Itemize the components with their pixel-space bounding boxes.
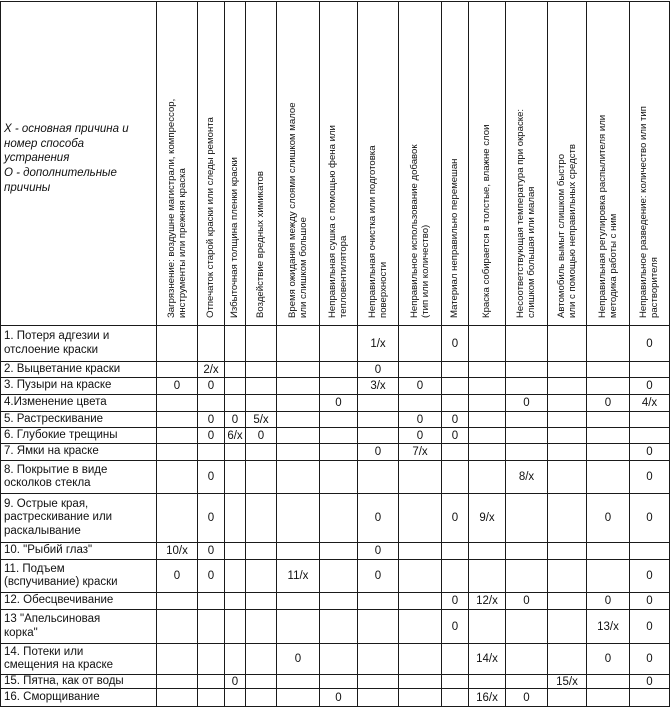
- row-label-line: (вспучивание) краски: [4, 576, 118, 588]
- row-label-line: 2. Выцветание краски: [4, 362, 121, 375]
- table-cell: 9/x: [479, 512, 495, 524]
- row-label-line: 3. Пузыри на краске: [4, 379, 112, 392]
- grid-line-vertical: [547, 1, 548, 707]
- table-cell: 14/x: [476, 653, 498, 665]
- table-cell: 0: [646, 595, 653, 607]
- table-cell: 0: [523, 691, 530, 704]
- grid-line-vertical: [245, 1, 246, 707]
- legend-line: О - дополнительные: [4, 167, 117, 180]
- table-cell: 0: [374, 570, 382, 582]
- grid-line-vertical: [224, 1, 225, 707]
- column-header: Материал неправильно перемешан: [449, 158, 460, 318]
- table-cell: 12/x: [476, 595, 498, 607]
- table-cell: 0: [646, 675, 653, 688]
- column-header: Время ожидания между слоями слишком малое: [286, 102, 298, 318]
- row-label-line: 4.Изменение цвета: [4, 396, 107, 409]
- table-cell: 0: [335, 691, 342, 704]
- table-cell: 4/x: [641, 397, 658, 409]
- grid-line-vertical: [398, 1, 399, 707]
- table-cell: 0: [294, 653, 302, 665]
- table-cell: 0: [451, 595, 459, 607]
- column-header: или слишком большое: [297, 217, 309, 318]
- row-label: [4, 444, 154, 460]
- grid-line-vertical: [197, 1, 198, 707]
- row-label: [4, 428, 154, 443]
- row-label: [4, 689, 154, 706]
- table-cell: 0: [173, 380, 181, 392]
- table-cell: 7/x: [412, 446, 428, 458]
- row-label: [4, 543, 154, 559]
- row-label: [4, 395, 154, 411]
- table-cell: 0: [207, 471, 215, 483]
- table-cell: 0: [335, 397, 342, 409]
- row-label-line: раскалывание: [4, 524, 81, 537]
- table-cell: 8/x: [518, 471, 535, 483]
- row-label: [4, 644, 154, 674]
- table-cell: 11/x: [287, 570, 309, 582]
- row-label-line: 11. Подъем: [4, 562, 65, 575]
- column-header: поверхности: [377, 261, 389, 318]
- grid-line-vertical: [276, 1, 277, 707]
- column-header: Неправильная очистка или подготовка: [366, 145, 378, 318]
- table-cell: 13/x: [597, 620, 619, 633]
- row-label-line: корка": [4, 626, 38, 639]
- table-cell: 1/x: [370, 337, 386, 350]
- column-header: слишком большая или малая: [526, 186, 537, 318]
- table-cell: 0: [451, 429, 459, 442]
- table-cell: 0: [646, 620, 653, 633]
- row-label-line: 15. Пятна, как от воды: [4, 674, 124, 687]
- column-header: Автомобиль вымыт слишком быстро: [555, 153, 567, 318]
- grid-line-horizontal: [0, 1, 670, 2]
- table-cell: 0: [646, 512, 653, 524]
- table-cell: 0: [646, 570, 653, 582]
- legend-line: номер способа: [4, 137, 85, 150]
- row-label-line: осколков стекла: [4, 477, 91, 489]
- row-label-line: 10. "Рыбий глаз": [4, 544, 93, 557]
- column-header: Неправильное разведение: количество или тип: [638, 106, 649, 318]
- table-cell: 0: [451, 620, 459, 633]
- table-cell: 0: [604, 512, 612, 524]
- column-header: Неправильное использование добавок: [408, 144, 420, 318]
- table-cell: 6/x: [227, 429, 243, 442]
- column-header: Отпечаток старой краски или следы ремонта: [205, 117, 216, 318]
- row-label-line: 7. Ямки на краске: [4, 445, 99, 458]
- row-label-line: 14. Потеки или: [4, 645, 84, 658]
- table-cell: 0: [416, 429, 424, 442]
- table-cell: 0: [374, 363, 382, 376]
- column-header: Загрязнение: воздушне магистрали, компрессор,: [165, 98, 177, 318]
- row-label-line: растрескивание или: [4, 511, 113, 524]
- table-cell: 10/x: [166, 545, 188, 557]
- column-header: Неправильная сушка с помощью фена или: [327, 125, 338, 318]
- row-label-line: 5. Растрескивание: [4, 412, 104, 425]
- table-cell: 0: [451, 512, 459, 524]
- row-label: [4, 675, 154, 688]
- row-label-line: 16. Сморщивание: [4, 690, 100, 703]
- table-cell: 16/x: [476, 691, 498, 704]
- column-header: Неправильная регулировка распылителя или: [596, 114, 608, 318]
- table-cell: 0: [523, 397, 530, 409]
- column-header: растворителя: [649, 257, 660, 318]
- row-label-line: смещения на краске: [4, 659, 114, 671]
- table-cell: 0: [416, 380, 424, 392]
- row-label: [4, 494, 154, 542]
- table-cell: 0: [207, 429, 215, 442]
- row-label-line: 13 "Апельсиновая: [4, 613, 101, 625]
- row-label: [4, 560, 154, 592]
- row-label: [4, 593, 154, 609]
- table-cell: 0: [604, 653, 612, 665]
- table-cell: 0: [646, 471, 653, 483]
- row-label-line: 12. Обесцвечивание: [4, 594, 114, 607]
- column-header: методика работы с ним: [607, 213, 619, 318]
- column-header: или с помощью неправильных средств: [566, 143, 578, 318]
- grid-line-vertical: [319, 1, 320, 707]
- row-label-line: 9. Острые края,: [4, 497, 89, 510]
- table-cell: 0: [207, 570, 215, 582]
- row-label-line: 6. Глубокие трещины: [4, 428, 118, 441]
- grid-line-vertical: [156, 1, 157, 707]
- column-header: инструменты или прежняя краска: [176, 168, 188, 318]
- row-label: [4, 610, 154, 643]
- table-cell: 0: [646, 446, 653, 458]
- table-cell: 0: [374, 446, 382, 458]
- table-cell: 0: [257, 429, 265, 442]
- table-cell: 0: [374, 512, 382, 524]
- column-header: (тип или количество): [419, 224, 431, 318]
- row-label: [4, 326, 154, 361]
- legend-line: причины: [4, 181, 51, 194]
- table-cell: 0: [604, 595, 612, 607]
- table-cell: 0: [374, 545, 382, 557]
- row-label-line: 8. Покрытие в виде: [4, 463, 108, 476]
- table-cell: 0: [207, 413, 215, 426]
- table-cell: 0: [231, 675, 239, 688]
- table-cell: 0: [604, 397, 612, 409]
- column-header: тепловентилятора: [338, 235, 349, 318]
- row-label-line: отслоение краски: [4, 343, 99, 356]
- column-header: Избыточная толщина пленки краски: [229, 157, 240, 318]
- table-cell: 0: [523, 595, 530, 607]
- table-cell: 0: [646, 337, 653, 350]
- table-cell: 0: [207, 380, 215, 392]
- table-cell: 0: [646, 380, 653, 392]
- table-cell: 0: [207, 512, 215, 524]
- row-label: [4, 461, 154, 493]
- table-cell: 3/x: [370, 380, 386, 392]
- legend: [4, 122, 152, 196]
- column-header: Воздействие вредных химикатов: [255, 171, 266, 318]
- table-cell: 5/x: [253, 413, 269, 426]
- grid-line-vertical: [0, 1, 1, 707]
- row-label: [4, 378, 154, 394]
- table-cell: 0: [231, 413, 239, 426]
- table-cell: 2/x: [203, 363, 219, 376]
- row-label: [4, 412, 154, 427]
- row-label: [4, 362, 154, 377]
- column-header: Несоответствующая температура при окраске:: [515, 108, 526, 318]
- table-cell: 0: [451, 337, 459, 350]
- table-cell: 15/x: [556, 675, 578, 688]
- table-cell: 0: [646, 653, 653, 665]
- legend-line: устранения: [4, 152, 70, 165]
- table-cell: 0: [416, 413, 424, 426]
- table-cell: 0: [207, 545, 215, 557]
- table-cell: 0: [173, 570, 181, 582]
- table-cell: 0: [451, 413, 459, 426]
- row-label-line: 1. Потеря адгезии и: [4, 330, 110, 342]
- column-header: Краска собирается в толстые, влажне слои: [481, 124, 492, 318]
- legend-line: X - основная причина и: [4, 123, 129, 135]
